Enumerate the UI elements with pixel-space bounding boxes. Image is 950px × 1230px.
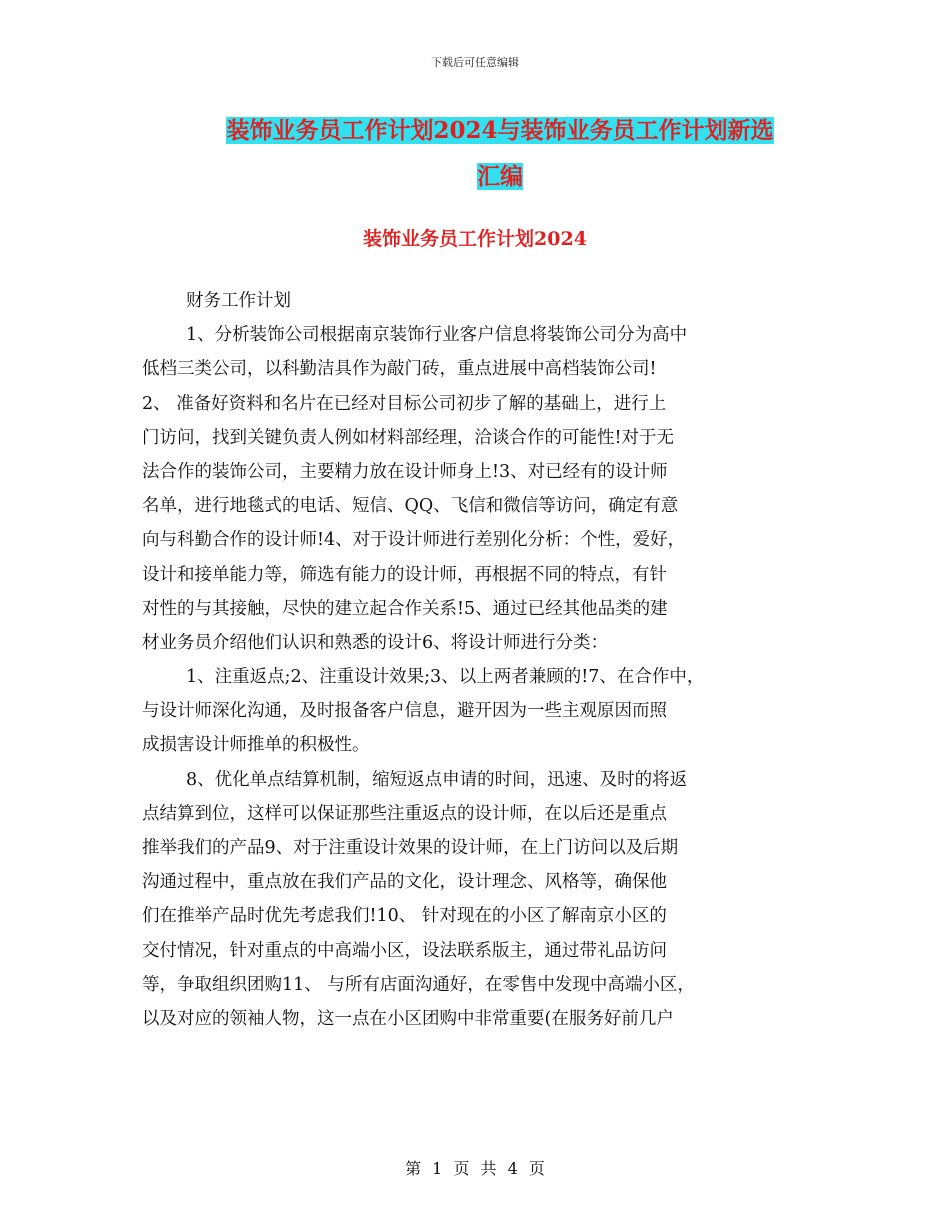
body-line: 对性的与其接触，尽快的建立起合作关系!5、通过已经其他品类的建: [142, 598, 668, 619]
body-line: 成损害设计师推单的积极性。: [142, 735, 370, 756]
body-line: 们在推举产品时优先考虑我们!10、 针对现在的小区了解南京小区的: [142, 906, 667, 927]
title-line-2: 汇编: [477, 163, 523, 190]
body-line: 沟通过程中，重点放在我们产品的文化，设计理念、风格等，确保他: [142, 872, 667, 893]
body-line: 交付情况，针对重点的中高端小区，设法联系版主，通过带礼品访问: [142, 940, 667, 961]
section-title: 装饰业务员工作计划2024: [363, 228, 587, 250]
body-line: 1、分析装饰公司根据南京装饰行业客户信息将装饰公司分为高中: [186, 325, 688, 346]
body-line: 等，争取组织团购11、 与所有店面沟通好，在零售中发现中高端小区，: [142, 974, 695, 995]
body-line: 财务工作计划: [186, 291, 291, 311]
body-line: 材业务员介绍他们认识和熟悉的设计6、将设计师进行分类：: [142, 632, 609, 653]
body-line: 8、优化单点结算机制，缩短返点申请的时间，迅速、及时的将返: [186, 769, 688, 790]
title-line-1: 装饰业务员工作计划2024与装饰业务员工作计划新选: [226, 117, 774, 144]
body-line: 名单，进行地毯式的电话、短信、QQ、飞信和微信等访问，确定有意: [142, 496, 679, 517]
document-title: [150, 108, 850, 200]
body-line: 设计和接单能力等，筛选有能力的设计师，再根据不同的特点，有针: [142, 564, 667, 585]
body-text: [142, 284, 822, 1036]
body-line: 与设计师深化沟通，及时报备客户信息，避开因为一些主观原因而照: [142, 701, 667, 722]
body-line: 推举我们的产品9、对于注重设计效果的设计师，在上门访问以及后期: [142, 838, 679, 858]
header-note: 下载后可任意编辑: [431, 56, 519, 69]
body-line: 2、 准备好资料和名片在已经对目标公司初步了解的基础上，进行上: [142, 393, 667, 414]
body-line: 1、注重返点;2、注重设计效果;3、以上两者兼顾的!7、在合作中，: [186, 667, 705, 688]
body-line: 法合作的装饰公司，主要精力放在设计师身上!3、对已经有的设计师: [142, 461, 668, 482]
body-line: 向与科勤合作的设计师!4、对于设计师进行差别化分析：个性，爱好，: [142, 530, 686, 551]
body-line: 点结算到位，这样可以保证那些注重返点的设计师，在以后还是重点: [142, 803, 667, 824]
page-footer: 第 1 页 共 4 页: [405, 1159, 545, 1178]
body-line: 低档三类公司，以科勤洁具作为敲门砖，重点进展中高档装饰公司!: [142, 359, 657, 380]
body-line: 以及对应的领袖人物，这一点在小区团购中非常重要(在服务好前几户: [142, 1008, 674, 1029]
body-line: 门访问，找到关键负责人例如材料部经理，洽谈合作的可能性!对于无: [142, 427, 675, 448]
